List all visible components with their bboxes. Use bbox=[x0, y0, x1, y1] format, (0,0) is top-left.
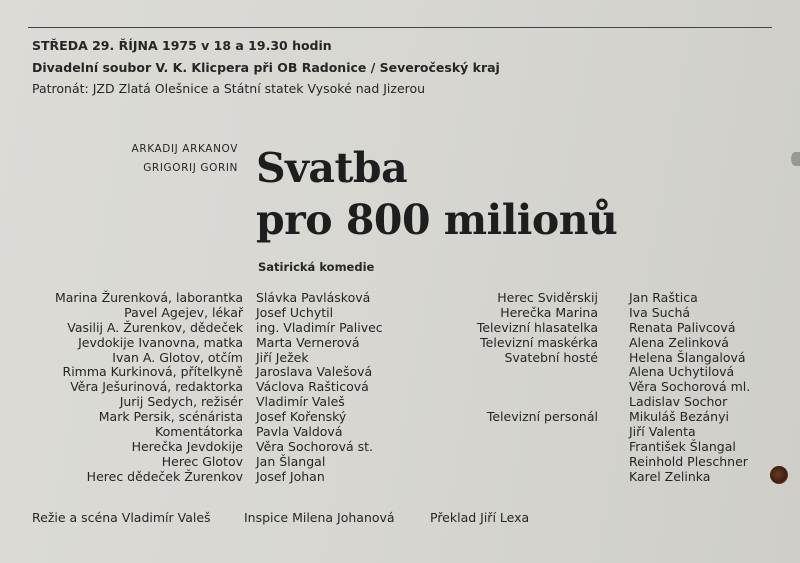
cast-actor: Jaroslava Valešová bbox=[256, 364, 373, 380]
cast-role: Televizní maskérka bbox=[480, 334, 598, 350]
cast-actor: Pavla Valdová bbox=[256, 424, 343, 440]
author-name: ARKADIJ ARKANOV bbox=[131, 143, 238, 155]
play-title-line-2: pro 800 milionů bbox=[256, 196, 618, 244]
author-name: GRIGORIJ GORIN bbox=[143, 162, 238, 174]
cast-left-actors bbox=[256, 291, 383, 485]
cast-actor: Jan Raštica bbox=[629, 290, 698, 305]
footer-translation: Překlad Jiří Lexa bbox=[430, 510, 530, 525]
cast-role: Svatební hosté bbox=[504, 349, 598, 365]
cast-actor: Karel Zelinka bbox=[629, 468, 711, 484]
binding-hole bbox=[770, 466, 788, 484]
cast-role bbox=[477, 470, 598, 485]
cast-role: Pavel Agejev, lékař bbox=[124, 304, 243, 320]
cast-actor: Josef Uchytil bbox=[256, 304, 334, 320]
cast-role: Marina Žurenková, laborantka bbox=[54, 290, 243, 305]
cast-role: Herec dědeček Žurenkov bbox=[86, 468, 243, 484]
cast-role: Rimma Kurkinová, přítelkyně bbox=[62, 364, 243, 380]
cast-actor: Iva Suchá bbox=[629, 304, 691, 320]
cast-actor: Jan Šlangal bbox=[256, 453, 326, 469]
cast-actor: Slávka Pavlásková bbox=[256, 290, 371, 305]
theatre-company-line: Divadelní soubor V. K. Klicpera při OB Radonice / Severočeský kraj bbox=[32, 60, 500, 75]
cast-actor: Jiří Ježek bbox=[256, 349, 309, 365]
paper-edge-notch bbox=[791, 152, 800, 166]
cast-role bbox=[477, 440, 598, 455]
cast-actor: Alena Zelinková bbox=[629, 334, 729, 350]
cast-actor: Věra Sochorová st. bbox=[256, 438, 373, 454]
footer-inspice: Inspice Milena Johanová bbox=[244, 510, 395, 525]
cast-role: Mark Persik, scénárista bbox=[98, 409, 243, 425]
footer-direction: Režie a scéna Vladimír Valeš bbox=[32, 510, 211, 525]
cast-role: Herečka Marina bbox=[500, 304, 598, 320]
cast-role bbox=[477, 380, 598, 395]
play-title-line-1: Svatba bbox=[256, 144, 408, 192]
cast-left-roles bbox=[55, 291, 243, 485]
cast-role: Herečka Jevdokije bbox=[131, 438, 243, 454]
cast-role bbox=[477, 365, 598, 380]
cast-role: Herec Sviděrskij bbox=[497, 290, 598, 305]
cast-actor: Věra Sochorová ml. bbox=[629, 379, 751, 395]
cast-actor: Marta Vernerová bbox=[256, 334, 360, 350]
cast-role: Věra Ješurinová, redaktorka bbox=[70, 379, 243, 395]
cast-right-actors bbox=[629, 291, 750, 485]
cast-right-roles bbox=[477, 291, 598, 485]
cast-role: Televizní personál bbox=[486, 409, 598, 425]
cast-role: Ivan A. Glotov, otčím bbox=[112, 349, 243, 365]
cast-role: Televizní hlasatelka bbox=[476, 319, 598, 335]
cast-role bbox=[477, 425, 598, 440]
cast-actor: Josef Kořenský bbox=[256, 409, 347, 425]
cast-actor: František Šlangal bbox=[629, 438, 736, 454]
event-date-line: STŘEDA 29. ŘÍJNA 1975 v 18 a 19.30 hodin bbox=[32, 38, 332, 53]
cast-actor: Ladislav Sochor bbox=[629, 394, 728, 410]
cast-actor: Václova Rašticová bbox=[256, 379, 369, 395]
cast-actor: Mikuláš Bezányi bbox=[629, 409, 729, 425]
top-rule bbox=[28, 27, 772, 28]
cast-role bbox=[477, 395, 598, 410]
cast-actor: Renata Palivcová bbox=[629, 319, 736, 335]
cast-actor: Reinhold Pleschner bbox=[629, 453, 748, 469]
cast-actor: ing. Vladimír Palivec bbox=[256, 319, 383, 335]
cast-actor: Vladimír Valeš bbox=[256, 394, 345, 410]
cast-role bbox=[477, 455, 598, 470]
cast-role: Vasilij A. Žurenkov, dědeček bbox=[67, 319, 243, 335]
play-subtitle: Satirická komedie bbox=[258, 260, 375, 274]
cast-role: Komentátorka bbox=[155, 424, 243, 440]
patronage-line: Patronát: JZD Zlatá Olešnice a Státní statek Vysoké nad Jizerou bbox=[32, 81, 426, 96]
cast-role: Jevdokije Ivanovna, matka bbox=[78, 334, 243, 350]
cast-actor: Josef Johan bbox=[256, 468, 325, 484]
cast-role: Jurij Sedych, režisér bbox=[119, 394, 243, 410]
cast-actor: Alena Uchytilová bbox=[629, 364, 735, 380]
cast-role: Herec Glotov bbox=[161, 453, 243, 469]
cast-actor: Jiří Valenta bbox=[629, 424, 696, 440]
cast-actor: Helena Šlangalová bbox=[629, 349, 746, 365]
